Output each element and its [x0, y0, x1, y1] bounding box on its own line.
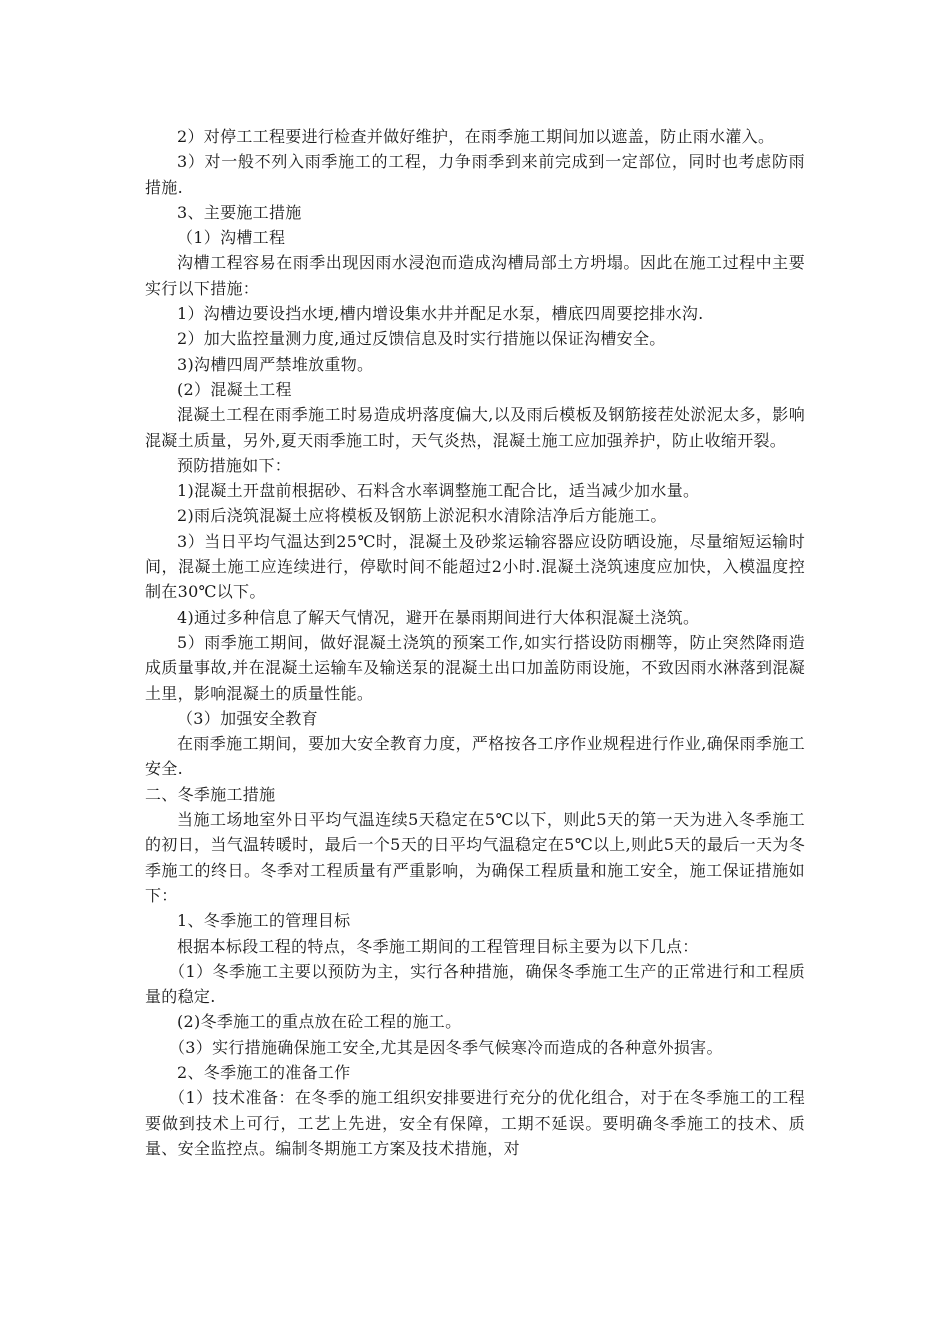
section-heading: 2、冬季施工的准备工作: [177, 1062, 351, 1082]
section-heading: 3、主要施工措施: [177, 202, 302, 222]
subsection-heading: （3）加强安全教育: [177, 708, 318, 728]
paragraph: 2）对停工工程要进行检查并做好维护，在雨季施工期间加以遮盖，防止雨水灌入。: [177, 127, 775, 146]
paragraph: 混凝土工程在雨季施工时易造成坍落度偏大,以及雨后模板及钢筋接茬处淤泥太多，影响混凝土质量，另外,夏天雨季施工时，天气炎热，混凝土施工应加强养护，防止收缩开裂。: [145, 405, 805, 450]
subsection-heading: (2）混凝土工程: [177, 379, 292, 399]
list-item: （3）实行措施确保施工安全,尤其是因冬季气候寒冷而造成的各种意外损害。: [169, 1037, 723, 1057]
list-item: （1）冬季施工主要以预防为主，实行各种措施，确保冬季施工生产的正常进行和工程质量的稳定.: [145, 961, 805, 1007]
list-item: 5）雨季施工期间，做好混凝土浇筑的预案工作,如实行搭设防雨棚等，防止突然降雨造成质量事故,并在混凝土运输车及输送泵的混凝土出口加盖防雨设施，不致因雨水淋落到混凝土里，影响混凝土的质量性能。: [145, 632, 805, 703]
section-heading: 1、冬季施工的管理目标: [177, 911, 351, 931]
document-body: [145, 124, 805, 1161]
list-item: 3)沟槽四周严禁堆放重物。: [177, 354, 374, 374]
list-item: 1）沟槽边要设挡水埂,槽内增设集水井并配足水泵，槽底四周要挖排水沟.: [177, 304, 704, 324]
paragraph: 沟槽工程容易在雨季出现因雨水浸泡而造成沟槽局部土方坍塌。因此在施工过程中主要实行以下措施：: [145, 253, 805, 298]
list-item: 4)通过多种信息了解天气情况，避开在暴雨期间进行大体积混凝土浇筑。: [177, 607, 700, 627]
list-item: 2）加大监控量测力度,通过反馈信息及时实行措施以保证沟槽安全。: [177, 329, 666, 349]
paragraph: 根据本标段工程的特点，冬季施工期间的工程管理目标主要为以下几点：: [177, 936, 699, 956]
paragraph: 3）对一般不列入雨季施工的工程，力争雨季到来前完成到一定部位，同时也考虑防雨措施.: [145, 152, 805, 197]
paragraph: 在雨季施工期间，要加大安全教育力度，严格按各工序作业规程进行作业,确保雨季施工安全.: [145, 734, 805, 779]
subsection-heading: （1）沟槽工程: [177, 228, 286, 248]
list-item: 2)雨后浇筑混凝土应将模板及钢筋上淤泥积水清除洁净后方能施工。: [177, 506, 667, 526]
list-item: 3）当日平均气温达到25℃时，混凝土及砂浆运输容器应设防晒设施，尽量缩短运输时间，混凝土施工应连续进行，停歇时间不能超过2小时.混凝土浇筑速度应加快，入模温度控制在30℃以下。: [145, 531, 805, 602]
list-item: 1)混凝土开盘前根据砂、石料含水率调整施工配合比，适当减少加水量。: [177, 481, 700, 501]
chapter-heading: 二、冬季施工措施: [145, 784, 276, 804]
paragraph: 当施工场地室外日平均气温连续5天稳定在5℃以下，则此5天的第一天为进入冬季施工的初日，当气温转暖时，最后一个5天的日平均气温稳定在5℃以上,则此5天的最后一天为冬季施工的终日。冬季对工程质量有严重影响，为确保工程质量和施工安全，施工保证措施如下：: [145, 810, 805, 905]
paragraph: （1）技术准备：在冬季的施工组织安排要进行充分的优化组合，对于在冬季施工的工程要做到技术上可行，工艺上先进，安全有保障，工期不延误。要明确冬季施工的技术、质量、安全监控点。编制冬期施工方案及技术措施，对: [145, 1088, 805, 1158]
paragraph: 预防措施如下：: [177, 455, 292, 475]
list-item: (2)冬季施工的重点放在砼工程的施工。: [177, 1012, 462, 1032]
